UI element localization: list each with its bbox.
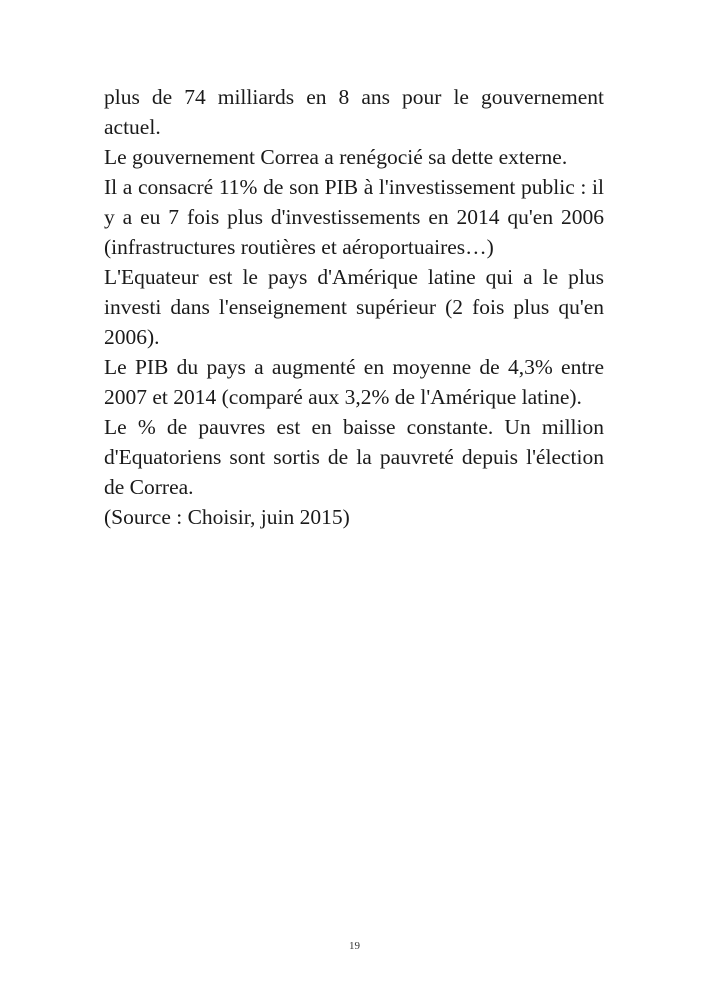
- page-number: 19: [349, 940, 360, 952]
- paragraph-debt-renegotiation: Le gouvernement Correa a renégocié sa dette externe.: [104, 145, 568, 169]
- paragraph-gdp-growth: Le PIB du pays a augmenté en moyenne de 4,3% entre 2007 et 2014 (comparé aux 3,2% de l'Amérique latine).: [104, 355, 604, 409]
- paragraph-public-investment: Il a consacré 11% de son PIB à l'investissement public : il y a eu 7 fois plus d'investissements en 2014 qu'en 2006 (infrastructures routières et aéroportuaires…): [104, 175, 604, 259]
- paragraph-investment-total: plus de 74 milliards en 8 ans pour le gouvernement actuel.: [104, 85, 604, 139]
- paragraph-higher-education: L'Equateur est le pays d'Amérique latine qui a le plus investi dans l'enseignement supérieur (2 fois plus qu'en 2006).: [104, 265, 604, 349]
- paragraph-source: (Source : Choisir, juin 2015): [104, 505, 350, 529]
- body-text: [104, 82, 604, 532]
- paragraph-poverty: Le % de pauvres est en baisse constante. Un million d'Equatoriens sont sortis de la pauvreté depuis l'élection de Correa.: [104, 415, 604, 499]
